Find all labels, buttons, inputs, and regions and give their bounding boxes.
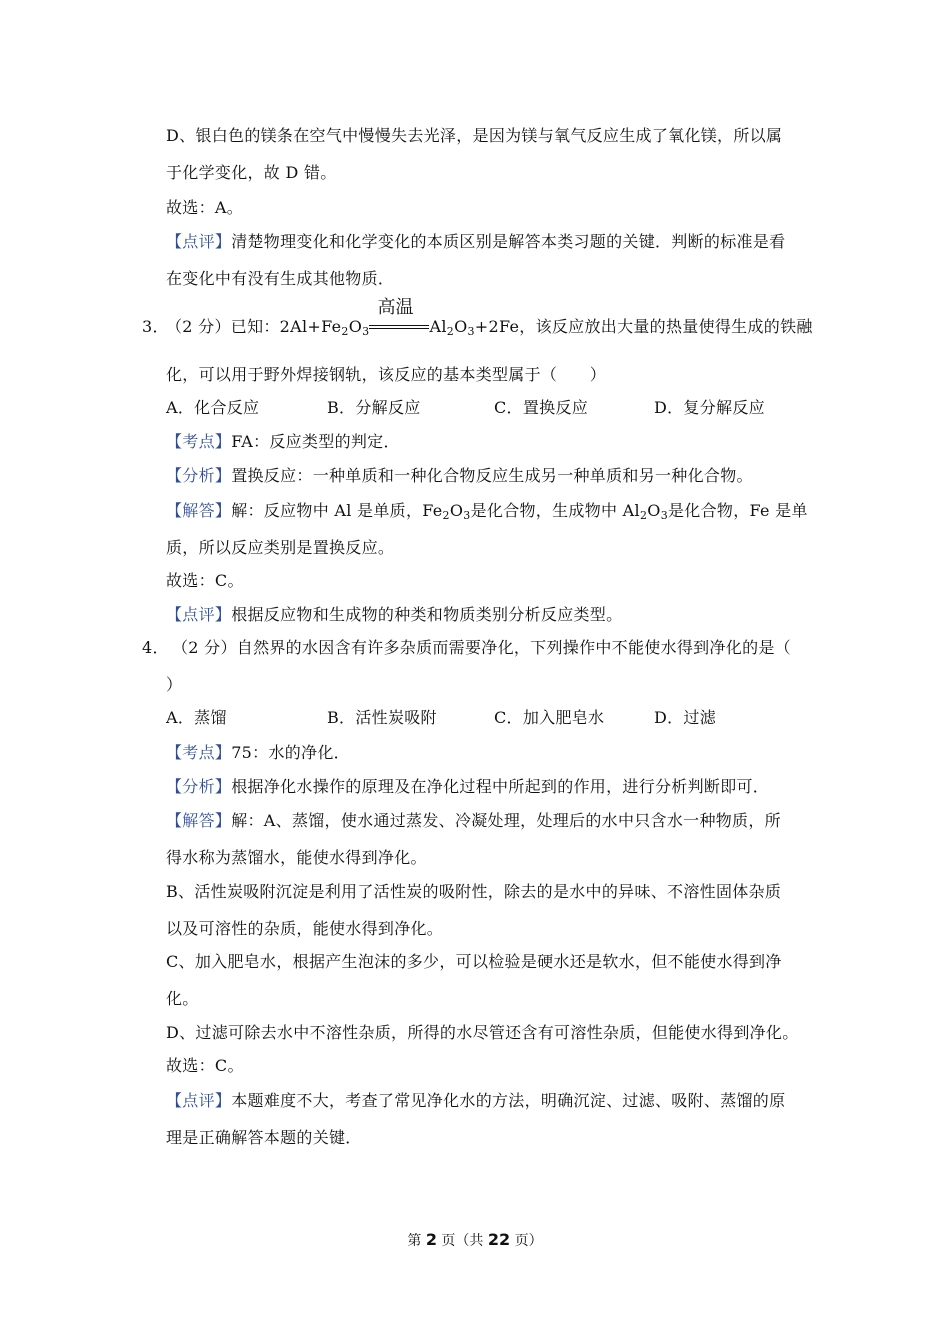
jieda-tag: 【解答】 — [166, 811, 232, 830]
q3-stem-line1 — [166, 297, 816, 338]
jieda-tag: 【解答】 — [166, 501, 232, 520]
q4-dianping-line2: 理是正确解答本题的关键． — [166, 1128, 362, 1147]
fenxi-text: 根据净化水操作的原理及在净化过程中所起到的作用，进行分析判断即可． — [231, 777, 770, 796]
q3-option-c: C．置换反应 — [494, 398, 589, 417]
reaction-condition-label: 高温 — [377, 297, 414, 318]
fenxi-tag: 【分析】 — [166, 466, 232, 485]
q4-number: 4． — [142, 638, 169, 657]
q4-fenxi — [166, 776, 816, 798]
q2-answer: 故选：A。 — [166, 198, 244, 217]
q4-option-b: B．活性炭吸附 — [327, 708, 437, 727]
jieda-text: 是化合物，Fe 是单 — [668, 501, 808, 520]
q3-jieda-line1 — [166, 500, 816, 522]
comment-tag: 【点评】 — [166, 232, 232, 251]
q4-answer: 故选：C。 — [166, 1056, 244, 1075]
fenxi-tag: 【分析】 — [166, 777, 232, 796]
q3-kaodian — [166, 431, 816, 453]
q4-option-c: C．加入肥皂水 — [494, 708, 605, 727]
q4-explain-c-line1: C、加入肥皂水，根据产生泡沫的多少，可以检验是硬水还是软水，但不能使水得到净 — [166, 952, 782, 971]
comment-text: 清楚物理变化和化学变化的本质区别是解答本类习题的关键．判断的标准是看 — [231, 232, 786, 251]
q3-option-b: B．分解反应 — [327, 398, 421, 417]
q3-jieda-line2: 质，所以反应类别是置换反应。 — [166, 538, 395, 557]
q3-dianping — [166, 604, 816, 626]
subscript: 3 — [660, 509, 668, 522]
q2-comment-line1 — [166, 231, 816, 253]
q4-stem-line2: ） — [166, 675, 183, 694]
q3-option-a: A．化合反应 — [166, 398, 260, 417]
dianping-text: 根据反应物和生成物的种类和物质类别分析反应类型。 — [231, 605, 623, 624]
subscript: 2 — [639, 509, 648, 522]
kaodian-text: 75：水的净化． — [231, 743, 350, 762]
subscript: 3 — [463, 509, 471, 522]
jieda-text: 是化合物，生成物中 Al — [470, 501, 640, 520]
jieda-text: O — [647, 501, 661, 520]
q4-explain-d-line1: D、过滤可除去水中不溶性杂质，所得的水尽管还含有可溶性杂质，但能使水得到净化。 — [166, 1023, 799, 1042]
q4-kaodian — [166, 742, 816, 764]
q3-formula-al: Al — [429, 317, 447, 336]
subscript: 2 — [446, 325, 455, 338]
footer-text: 页） — [510, 1233, 543, 1249]
subscript: 2 — [442, 509, 450, 522]
total-pages: 22 — [487, 1230, 511, 1249]
jieda-text: 解：反应物中 Al 是单质，Fe — [231, 501, 443, 520]
kaodian-tag: 【考点】 — [166, 743, 232, 762]
q4-explain-b-line2: 以及可溶性的杂质，能使水得到净化。 — [166, 919, 444, 938]
q3-formula-o: O — [348, 317, 363, 336]
q4-option-d: D．过滤 — [654, 708, 717, 727]
fenxi-text: 置换反应：一种单质和一种化合物反应生成另一种单质和另一种化合物。 — [231, 466, 753, 485]
q3-fenxi — [166, 465, 816, 487]
footer-text: 页（共 — [436, 1233, 488, 1249]
subscript: 3 — [362, 325, 370, 338]
q4-option-a: A．蒸馏 — [166, 708, 227, 727]
dianping-tag: 【点评】 — [166, 605, 232, 624]
page-footer — [0, 1229, 950, 1252]
q2-option-d-explanation-line2: 于化学变化，故 D 错。 — [166, 163, 337, 182]
q4-dianping-line1 — [166, 1090, 816, 1112]
q2-option-d-explanation-line1: D、银白色的镁条在空气中慢慢失去光泽，是因为镁与氧气反应生成了氧化镁，所以属 — [166, 126, 783, 145]
reaction-condition-arrow — [369, 297, 429, 338]
q4-explain-b-line1: B、活性炭吸附沉淀是利用了活性炭的吸附性，除去的是水中的异味、不溶性固体杂质 — [166, 882, 782, 901]
q3-option-d: D．复分解反应 — [654, 398, 765, 417]
kaodian-text: FA：反应类型的判定． — [231, 432, 400, 451]
jieda-text: O — [449, 501, 464, 520]
subscript: 3 — [467, 325, 475, 338]
footer-text: 第 — [407, 1233, 426, 1249]
q4-jieda-line1 — [166, 810, 816, 832]
q4-jieda-line2: 得水称为蒸馏水，能使水得到净化。 — [166, 848, 427, 867]
dianping-text: 本题难度不大，考查了常见净化水的方法，明确沉淀、过滤、吸附、蒸馏的原 — [231, 1091, 786, 1110]
q4-explain-c-line2: 化。 — [166, 989, 199, 1008]
q3-stem-line2: 化，可以用于野外焊接钢轨，该反应的基本类型属于（ ） — [166, 365, 607, 384]
dianping-tag: 【点评】 — [166, 1091, 232, 1110]
kaodian-tag: 【考点】 — [166, 432, 232, 451]
subscript: 2 — [341, 325, 349, 338]
q3-formula-o2: O — [454, 317, 468, 336]
q4-stem-line1: （2 分）自然界的水因含有许多杂质而需要净化，下列操作中不能使水得到净化的是（ — [172, 638, 791, 657]
q3-stem-rest: +2Fe，该反应放出大量的热量使得生成的铁融 — [474, 317, 813, 336]
q3-answer: 故选：C。 — [166, 571, 244, 590]
q3-number: 3． — [142, 317, 169, 336]
jieda-text: 解：A、蒸馏，使水通过蒸发、冷凝处理，处理后的水中只含水一种物质，所 — [231, 811, 781, 830]
page-number: 2 — [425, 1230, 437, 1249]
q2-comment-line2: 在变化中有没有生成其他物质． — [166, 269, 395, 288]
q3-stem-start: （2 分）已知：2Al+Fe — [166, 317, 342, 336]
